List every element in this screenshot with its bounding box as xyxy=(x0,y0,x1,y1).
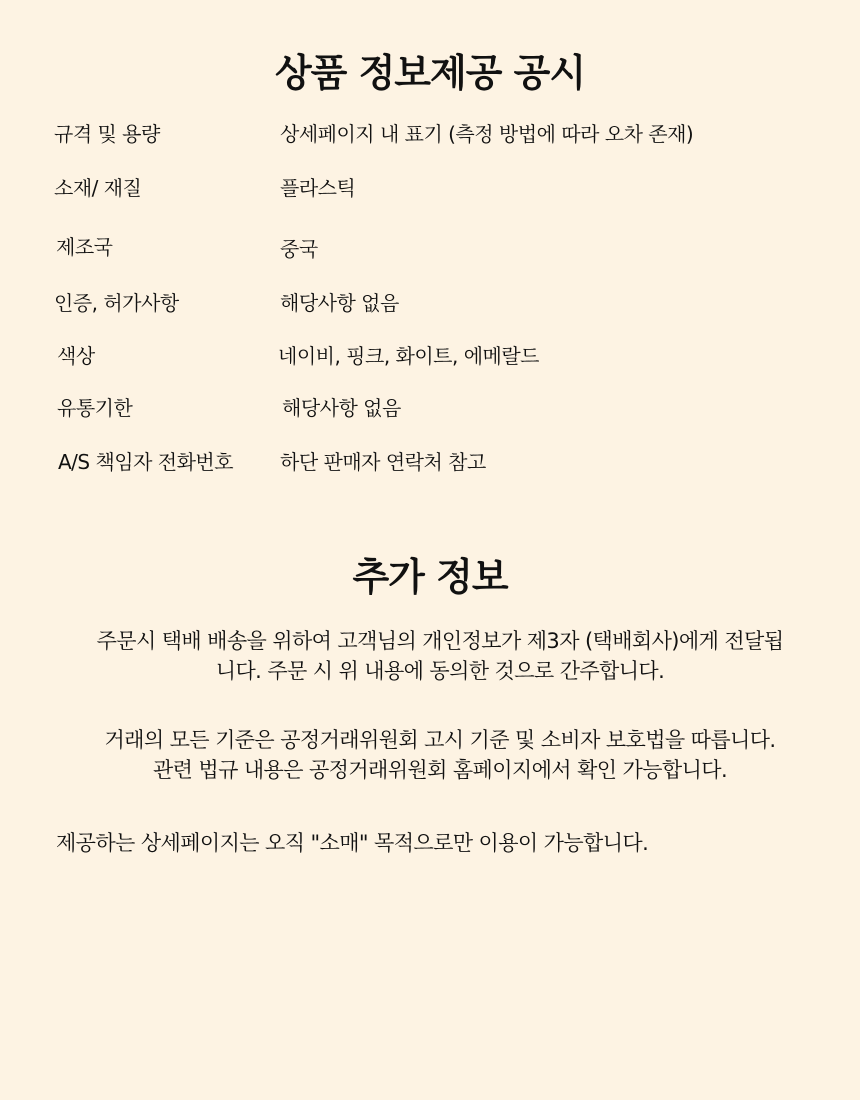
delivery-notice-line-1: 주문시 택배 배송을 위하여 고객님의 개인정보가 제3자 (택배회사)에게 전달됩 xyxy=(96,629,784,653)
row-value-material: 플라스틱 xyxy=(280,176,356,200)
row-label-as-contact: A/S 책임자 전화번호 xyxy=(58,450,234,474)
extra-title: 추가 정보 xyxy=(352,555,508,599)
trade-standard-line-1: 거래의 모든 기준은 공정거래위원회 고시 기준 및 소비자 보호법을 따릅니다. xyxy=(104,728,776,752)
row-label-certification: 인증, 허가사항 xyxy=(54,291,179,315)
notice-title: 상품 정보제공 공시 xyxy=(274,51,586,95)
row-value-color: 네이비, 핑크, 화이트, 에메랄드 xyxy=(278,344,539,368)
row-label-color: 색상 xyxy=(57,344,95,368)
row-value-origin: 중국 xyxy=(280,237,318,261)
trade-standard-notice xyxy=(40,720,840,790)
row-value-size: 상세페이지 내 표기 (측정 방법에 따라 오차 존재) xyxy=(280,122,694,146)
delivery-notice xyxy=(40,621,840,691)
delivery-notice-line-2: 니다. 주문 시 위 내용에 동의한 것으로 간주합니다. xyxy=(215,659,665,683)
row-label-origin: 제조국 xyxy=(56,235,113,259)
row-label-expiry: 유통기한 xyxy=(57,396,133,420)
row-label-material: 소재/ 재질 xyxy=(54,176,142,200)
row-value-certification: 해당사항 없음 xyxy=(280,291,399,315)
trade-standard-line-2: 관련 법규 내용은 공정거래위원회 홈페이지에서 확인 가능합니다. xyxy=(152,758,728,782)
row-value-as-contact: 하단 판매자 연락처 참고 xyxy=(280,450,486,474)
retail-only-notice: 제공하는 상세페이지는 오직 "소매" 목적으로만 이용이 가능합니다. xyxy=(56,831,649,855)
row-value-expiry: 해당사항 없음 xyxy=(282,396,401,420)
row-label-size: 규격 및 용량 xyxy=(54,122,160,146)
